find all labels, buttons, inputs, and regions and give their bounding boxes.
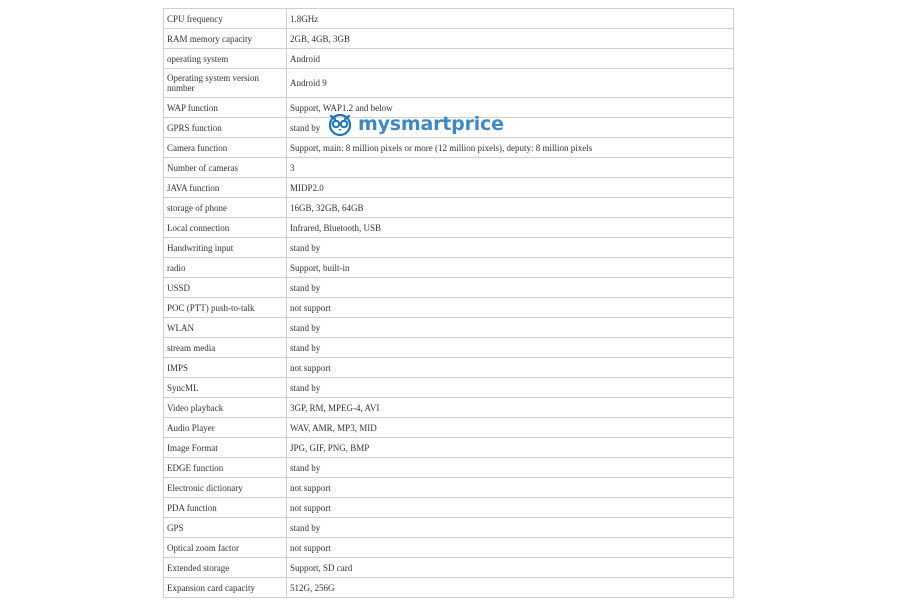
spec-row [164,138,734,158]
spec-value: WAV, AMR, MP3, MID [287,418,734,438]
spec-row [164,258,734,278]
spec-value: stand by [287,238,734,258]
spec-value: 2GB, 4GB, 3GB [287,29,734,49]
spec-value: not support [287,538,734,558]
watermark-text: mysmartprice [358,113,504,135]
spec-value: Android 9 [287,69,734,98]
spec-row [164,278,734,298]
spec-value: 1.8GHz [287,9,734,29]
spec-row [164,318,734,338]
spec-value: Support, SD card [287,558,734,578]
spec-value: stand by [287,378,734,398]
spec-row [164,338,734,358]
spec-label: Expansion card capacity [164,578,287,598]
spec-label: Audio Player [164,418,287,438]
spec-row [164,298,734,318]
spec-label: storage of phone [164,198,287,218]
spec-row [164,498,734,518]
spec-label: JAVA function [164,178,287,198]
spec-label: CPU frequency [164,9,287,29]
spec-value: Support, WAP1.2 and below [287,98,734,118]
spec-value: not support [287,478,734,498]
spec-value: not support [287,298,734,318]
spec-sheet [163,8,734,600]
spec-value: Android [287,49,734,69]
spec-value: stand by [287,338,734,358]
spec-row [164,98,734,118]
spec-label: Image Format [164,438,287,458]
spec-label: EDGE function [164,458,287,478]
spec-row [164,198,734,218]
spec-value: JPG, GIF, PNG, BMP [287,438,734,458]
spec-row [164,558,734,578]
spec-label: operating system [164,49,287,69]
spec-row [164,49,734,69]
spec-row [164,518,734,538]
spec-value: 3 [287,158,734,178]
spec-row [164,358,734,378]
spec-label: USSD [164,278,287,298]
spec-label: Handwriting input [164,238,287,258]
spec-value: not support [287,498,734,518]
spec-label: Optical zoom factor [164,538,287,558]
spec-value: Infrared, Bluetooth, USB [287,218,734,238]
spec-value: not support [287,358,734,378]
spec-label: Operating system version number [164,69,287,98]
spec-row [164,418,734,438]
spec-row [164,378,734,398]
spec-label: stream media [164,338,287,358]
spec-table [163,8,734,598]
spec-label: Video playback [164,398,287,418]
spec-row [164,218,734,238]
spec-row [164,438,734,458]
spec-label: GPRS function [164,118,287,138]
spec-value: stand by [287,318,734,338]
spec-label: IMPS [164,358,287,378]
spec-row [164,478,734,498]
spec-row [164,398,734,418]
spec-value: MIDP2.0 [287,178,734,198]
spec-value: 512G, 256G [287,578,734,598]
spec-label: WLAN [164,318,287,338]
spec-row [164,69,734,98]
spec-label: Electronic dictionary [164,478,287,498]
spec-label: Extended storage [164,558,287,578]
spec-row [164,9,734,29]
spec-label: POC (PTT) push-to-talk [164,298,287,318]
spec-value: stand by [287,458,734,478]
spec-value: stand by [287,118,734,138]
spec-value: Support, main: 8 million pixels or more (12 million pixels), deputy: 8 million pixels [287,138,734,158]
spec-value: Support, built-in [287,258,734,278]
spec-row [164,178,734,198]
spec-label: PDA function [164,498,287,518]
spec-label: GPS [164,518,287,538]
spec-label: RAM memory capacity [164,29,287,49]
spec-label: Number of cameras [164,158,287,178]
spec-label: WAP function [164,98,287,118]
spec-row [164,458,734,478]
spec-row [164,158,734,178]
spec-row [164,118,734,138]
spec-label: Local connection [164,218,287,238]
spec-row [164,578,734,598]
spec-row [164,538,734,558]
spec-label: radio [164,258,287,278]
spec-value: 3GP, RM, MPEG-4, AVI [287,398,734,418]
spec-value: stand by [287,518,734,538]
spec-row [164,29,734,49]
spec-value: stand by [287,278,734,298]
spec-row [164,238,734,258]
spec-label: SyncML [164,378,287,398]
spec-table-body [164,9,734,598]
spec-value: 16GB, 32GB, 64GB [287,198,734,218]
spec-label: Camera function [164,138,287,158]
